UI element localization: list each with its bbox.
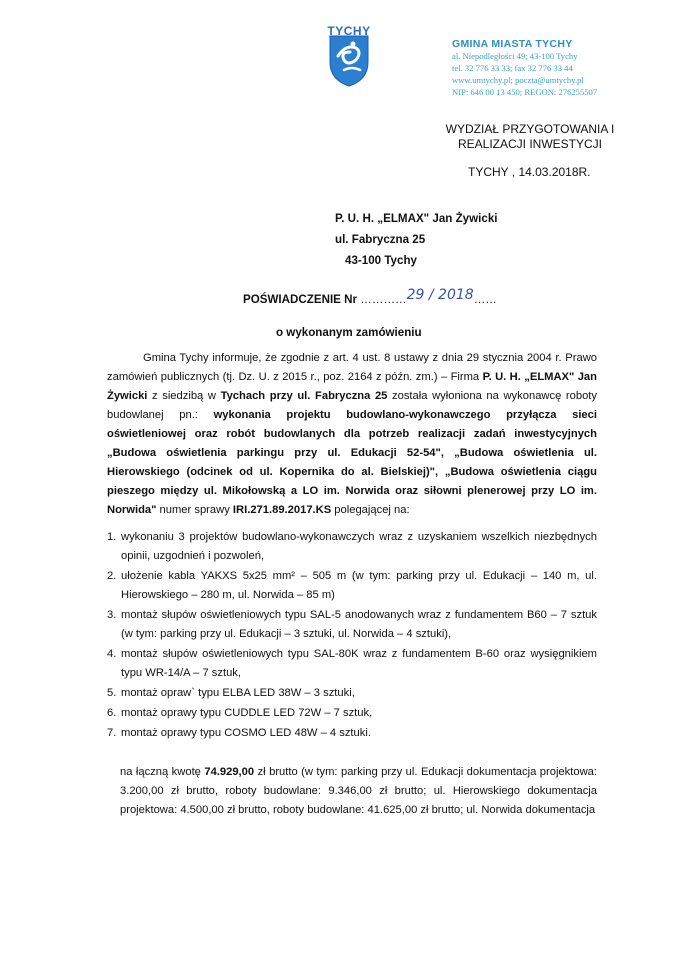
certificate-title	[243, 287, 497, 307]
list-item-number: 4.	[107, 648, 117, 660]
recipient-street: ul. Fabryczna 25	[335, 233, 426, 246]
department-line-2: REALIZACJI INWESTYCJI	[457, 137, 603, 151]
certificate-number-handwritten: 29 / 2018	[406, 287, 474, 303]
department	[440, 122, 620, 152]
org-contact-block	[452, 50, 597, 98]
list-item-text: ułożenie kabla YAKXS 5x25 mm² – 505 m (w tym: parking przy ul. Edukacji – 140 m, ul. Hierowskiego – 280 m, ul. Norwida – 85 m)	[121, 570, 597, 601]
amount-total: 74.929,00	[204, 766, 255, 778]
recipient-name: P. U. H. „ELMAX" Jan Żywicki	[335, 212, 498, 225]
list-item-number: 7.	[107, 727, 117, 739]
body-paragraph	[107, 349, 597, 520]
list-item-number: 2.	[107, 570, 117, 582]
certificate-dots-before: …………	[360, 293, 407, 306]
list-item-number: 3.	[107, 609, 117, 621]
list-item-text: montaż słupów oświetleniowych typu SAL-5 anodowanych wraz z fundamentem B60 – 7 sztuk (w tym: parking przy ul. Edukacji – 3 sztuki, ul. Norwida – 4 sztuki),	[121, 609, 597, 640]
list-item-text: montaż słupów oświetleniowych typu SAL-80K wraz z fundamentem B-60 oraz wysięgnikiem typu WR-14/A – 7 sztuk,	[121, 648, 597, 679]
department-line-1: WYDZIAŁ PRZYGOTOWANIA I	[445, 122, 615, 136]
org-address: al. Niepodległości 49; 43-100 Tychy	[452, 51, 578, 61]
list-item-number: 6.	[107, 707, 117, 719]
list-item-text: montaż oprawy typu CUDDLE LED 72W – 7 sztuk,	[121, 707, 373, 719]
list-item-text: wykonaniu 3 projektów budowlano-wykonawczych wraz z uzyskaniem wszelkich niezbędnych opinii, uzgodnień i pozwoleń,	[121, 531, 597, 562]
org-name: GMINA MIASTA TYCHY	[452, 38, 573, 50]
list-item	[107, 645, 597, 683]
scope-list	[107, 528, 597, 744]
list-item	[107, 724, 597, 743]
body-text-3: została wyłoniona na wykonawcę roboty budowlanej pn.:	[107, 390, 598, 421]
list-item	[107, 704, 597, 723]
body-text-4: numer sprawy	[156, 504, 233, 516]
list-item-text: montaż opraw` typu ELBA LED 38W – 3 sztuki,	[121, 687, 355, 699]
body-bold-case-number: IRI.271.89.2017.KS	[232, 504, 332, 516]
recipient-city: 43-100 Tychy	[345, 254, 417, 267]
body-bold-location: Tychach przy ul. Fabryczna 25	[220, 390, 388, 402]
logo-text: TYCHY	[327, 24, 371, 38]
org-tax-ids: NIP: 646 00 13 450; REGON: 276255507	[452, 87, 598, 97]
list-item	[107, 567, 597, 605]
amount-text-2: zł brutto (w tym: parking przy ul. Edukacji dokumentacja projektowa: 3.200,00 zł brutto, roboty budowlane: 9.346,00 zł brutto; ul. Hierowskiego dokumentacja projektowa: 4.500,00 zł brutto, roboty budowlane: 41.625,00 zł brutto; ul. Norwida dokumentacja	[120, 766, 597, 816]
certificate-subtitle: o wykonanym zamówieniu	[276, 326, 422, 339]
certificate-dots-after: ……	[473, 293, 497, 306]
body-text-1: Gmina Tychy informuje, że zgodnie z art. 4 ust. 8 ustawy z dnia 29 stycznia 2004 r. Prawo zamówień publicznych (tj. Dz. U. z 2015 r., poz. 2164 z późn. zm.) – Firma	[107, 352, 597, 383]
list-item	[107, 606, 597, 644]
date-line: TYCHY , 14.03.2018R.	[468, 165, 591, 179]
certificate-label: POŚWIADCZENIE Nr	[243, 293, 358, 306]
list-item-text: montaż oprawy typu COSMO LED 48W – 4 sztuki.	[121, 727, 371, 739]
list-item-number: 1.	[107, 531, 117, 543]
list-item	[107, 528, 597, 566]
org-phone: tel. 32 776 33 33; fax 32 776 33 44	[452, 63, 573, 73]
body-bold-project: wykonania projektu budowlano-wykonawczego przyłącza sieci oświetleniowej oraz robót budowlanych dla potrzeb realizacji zadań inwestycyjnych „Budowa oświetlenia parkingu przy ul. Edukacji 52-54", „Budowa oświetlenia ul. Hierowskiego (odcinek od ul. Kopernika do al. Bielskiej)", „Budowa oświetlenia ciągu pieszego między ul. Mikołowską a LO im. Norwida oraz siłowni plenerowej przy LO im. Norwida"	[107, 409, 597, 516]
amount-paragraph	[120, 763, 597, 820]
body-text-2: z siedzibą w	[147, 390, 221, 402]
list-item-number: 5.	[107, 687, 117, 699]
body-bold-company: P. U. H. „ELMAX" Jan Żywicki	[107, 371, 597, 402]
amount-text-1: na łączną kwotę	[120, 766, 205, 778]
org-web-email: www.umtychy.pl; poczta@umtychy.pl	[452, 75, 584, 85]
recipient-block	[335, 208, 498, 271]
list-item	[107, 684, 597, 703]
body-text-5: polegającej na:	[331, 504, 410, 516]
